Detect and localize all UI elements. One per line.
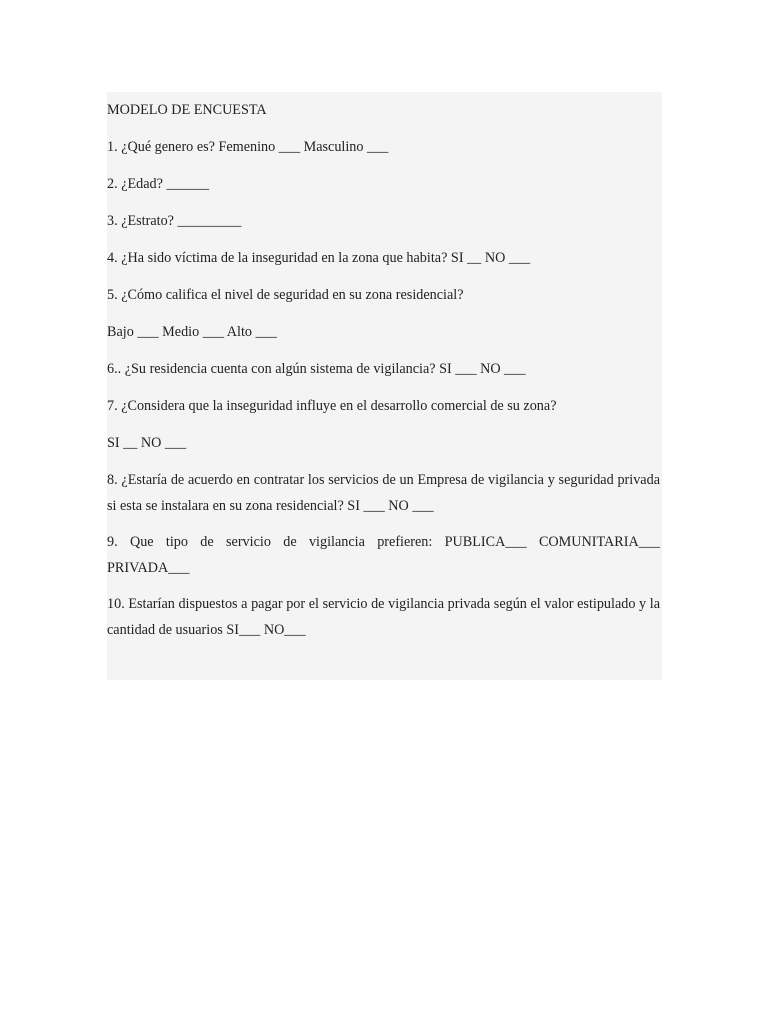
question-9: 9. Que tipo de servicio de vigilancia prefieren: PUBLICA___ COMUNITARIA___ PRIVADA___ bbox=[107, 534, 660, 576]
question-4: 4. ¿Ha sido víctima de la inseguridad en la zona que habita? SI __ NO ___ bbox=[107, 250, 531, 266]
question-5: 5. ¿Cómo califica el nivel de seguridad en su zona residencial? bbox=[107, 287, 464, 303]
question-2: 2. ¿Edad? ______ bbox=[107, 176, 210, 192]
question-1: 1. ¿Qué genero es? Femenino ___ Masculino ___ bbox=[107, 139, 389, 155]
question-7-options: SI __ NO ___ bbox=[107, 435, 187, 451]
question-6: 6.. ¿Su residencia cuenta con algún sistema de vigilancia? SI ___ NO ___ bbox=[107, 361, 526, 377]
question-8: 8. ¿Estaría de acuerdo en contratar los servicios de un Empresa de vigilancia y seguridad privada si esta se instalara en su zona residencial? SI ___ NO ___ bbox=[107, 472, 660, 514]
survey-document bbox=[107, 92, 660, 653]
question-5-options: Bajo ___ Medio ___ Alto ___ bbox=[107, 324, 277, 340]
question-3: 3. ¿Estrato? _________ bbox=[107, 213, 242, 229]
question-10: 10. Estarían dispuestos a pagar por el servicio de vigilancia privada según el valor estipulado y la cantidad de usuarios SI___ NO___ bbox=[107, 596, 660, 638]
question-7: 7. ¿Considera que la inseguridad influye en el desarrollo comercial de su zona? bbox=[107, 398, 557, 414]
survey-title: MODELO DE ENCUESTA bbox=[107, 102, 267, 118]
